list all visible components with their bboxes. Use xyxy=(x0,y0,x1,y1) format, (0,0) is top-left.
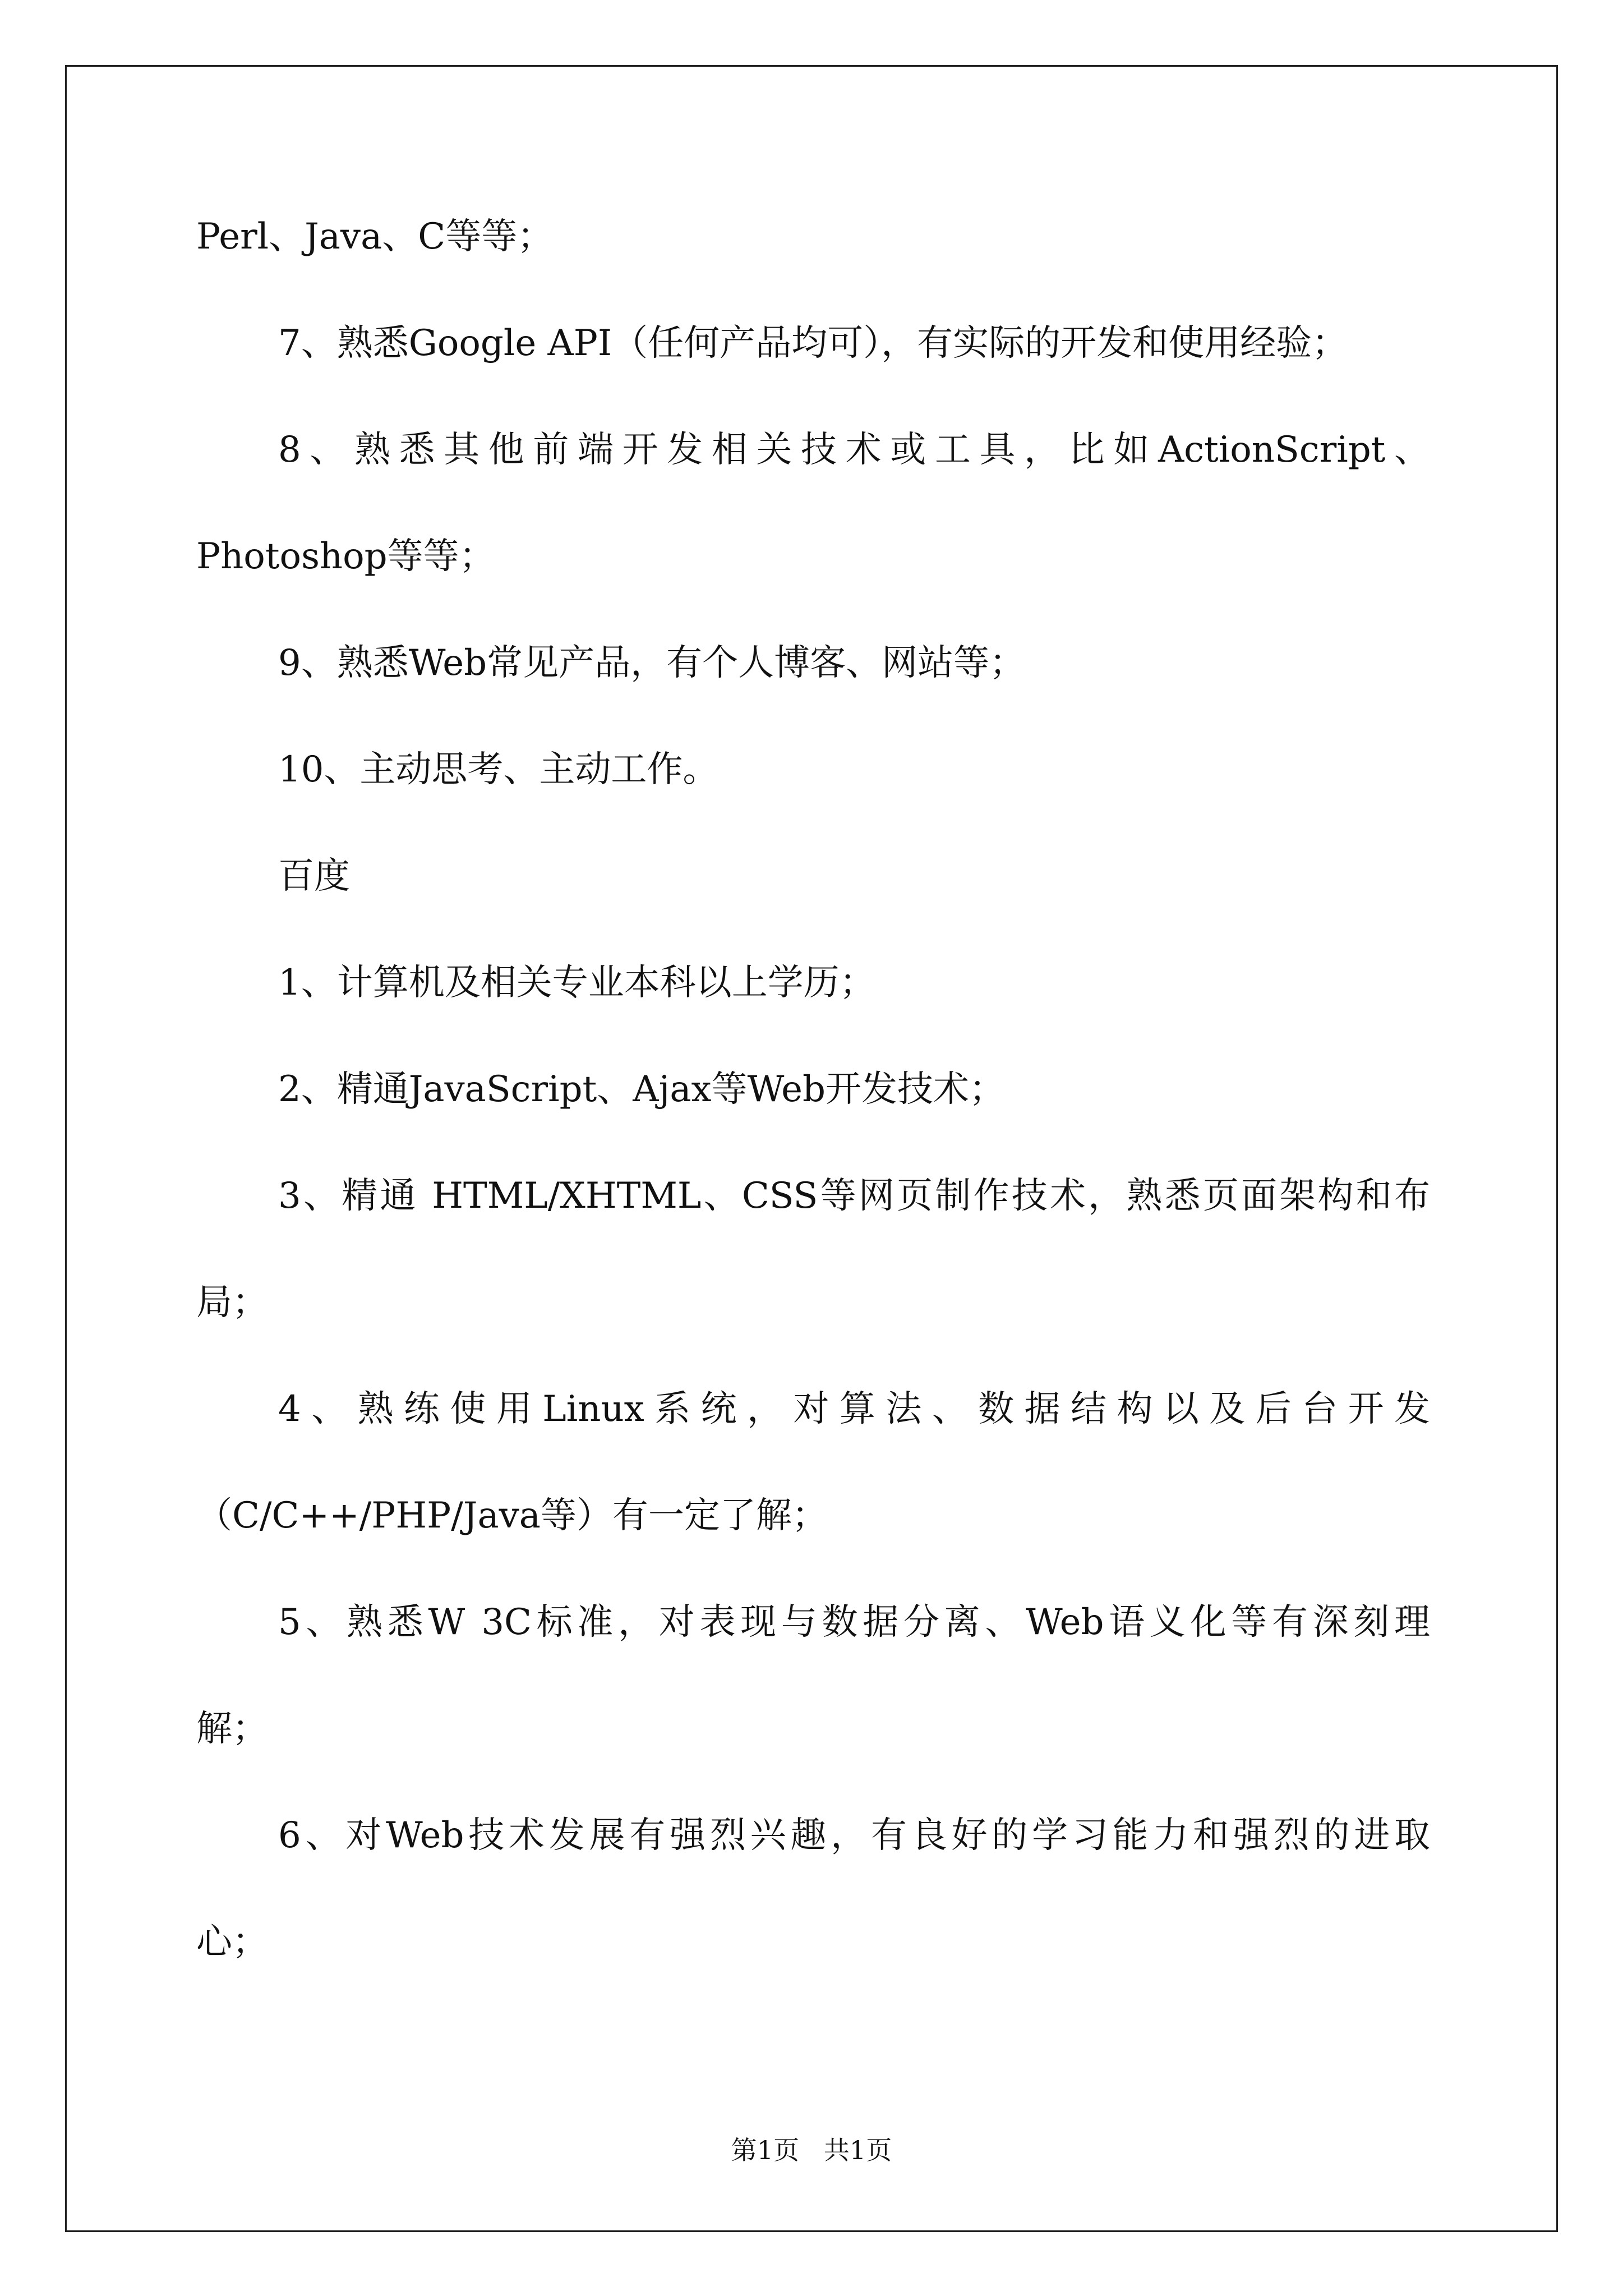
text-line: 10、主动思考、主动工作。 xyxy=(278,749,719,790)
text-line: Perl、Java、C等等； xyxy=(196,216,554,257)
document-body xyxy=(196,216,1430,2031)
page-footer: 第1页 共1页 xyxy=(731,2135,892,2165)
text-line: 2、精通JavaScript、Ajax等Web开发技术； xyxy=(278,1069,1005,1110)
section-heading: 百度 xyxy=(278,855,350,897)
text-line: 解； xyxy=(196,1708,268,1750)
text-line: 5、熟悉W 3C标准，对表现与数据分离、Web语义化等有深刻理 xyxy=(278,1602,1430,1643)
text-line: 9、熟悉Web常见产品，有个人博客、网站等； xyxy=(278,642,1026,684)
text-line: 8、熟悉其他前端开发相关技术或工具，比如ActionScript、 xyxy=(278,429,1430,471)
text-line: 1、计算机及相关专业本科以上学历； xyxy=(278,962,875,1004)
text-line: 4、熟练使用Linux系统，对算法、数据结构以及后台开发 xyxy=(278,1388,1430,1430)
text-line: 6、对Web技术发展有强烈兴趣，有良好的学习能力和强烈的进取 xyxy=(278,1815,1430,1856)
text-line: （C/C++/PHP/Java等）有一定了解； xyxy=(196,1495,828,1536)
text-line: 局； xyxy=(196,1282,268,1323)
text-line: Photoshop等等； xyxy=(196,536,495,577)
text-line: 3、精通 HTML/XHTML、CSS等网页制作技术，熟悉页面架构和布 xyxy=(278,1175,1430,1217)
text-line: 心； xyxy=(196,1921,268,1963)
text-line: 7、熟悉Google API（任何产品均可），有实际的开发和使用经验； xyxy=(278,323,1348,364)
